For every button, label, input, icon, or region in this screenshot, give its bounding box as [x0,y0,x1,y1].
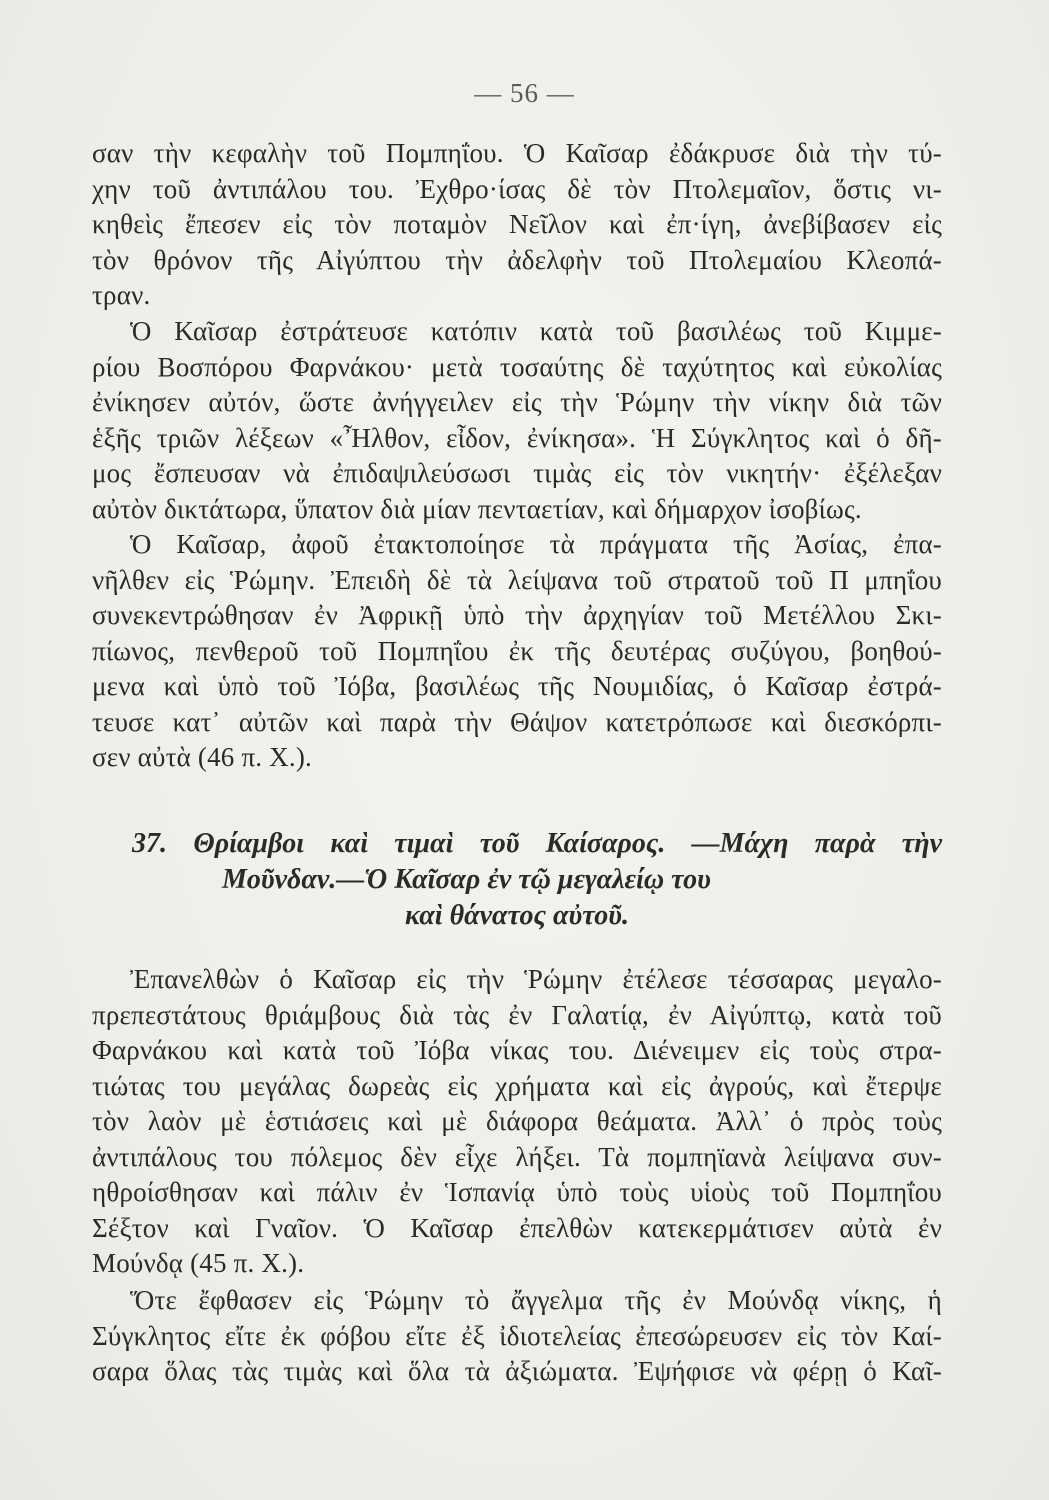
heading-line: Μοῦνδαν.—Ὁ Καῖσαρ ἐν τῷ μεγαλείῳ του [222,864,711,895]
text-line: σεν αὐτὰ (46 π. Χ.). [92,742,312,772]
heading-line: καὶ θάνατος αὐτοῦ. [405,900,629,931]
text-line: Σέξτον καὶ Γναῖον. Ὁ Καῖσαρ ἐπελθὼν κατεκερμάτισεν αὐτὰ ἐν [92,1212,942,1243]
text-line: χην τοῦ ἀντιπάλου του. Ἐχθρο·ίσας δὲ τὸν Πτολεμαῖον, ὅστις νι- [92,173,942,204]
text-line: σαρα ὅλας τὰς τιμὰς καὶ ὅλα τὰ ἀξιώματα. Ἐψήφισε νὰ φέρῃ ὁ Καῖ- [92,1356,942,1386]
text-line: τὸν θρόνον τῆς Αἰγύπτου τὴν ἀδελφὴν τοῦ Πτολεμαίου Κλεοπά- [92,244,942,275]
text-line: ἀντιπάλους του πόλεμος δὲν εἶχε λήξει. Τὰ πομπηϊανὰ λείψανα συν- [92,1141,942,1172]
text-line: Μούνδᾳ (45 π. Χ.). [92,1248,305,1278]
text-line: Ὁ Καῖσαρ, ἀφοῦ ἐτακτοποίησε τὰ πράγματα τῆς Ἀσίας, ἐπα- [130,529,942,559]
text-line: Ἐπανελθὼν ὁ Καῖσαρ εἰς τὴν Ῥώμην ἐτέλεσε τέσσαρας μεγαλο- [130,964,942,994]
text-line: μενα καὶ ὑπὸ τοῦ Ἰόβα, βασιλέως τῆς Νουμιδίας, ὁ Καῖσαρ ἐστρά- [92,671,942,701]
paragraph-5 [92,1283,942,1390]
text-line: συνεκεντρώθησαν ἐν Ἀφρικῇ ὑπὸ τὴν ἀρχηγίαν τοῦ Μετέλλου Σκι- [92,600,942,630]
section-heading [92,826,942,934]
text-line: αὐτὸν δικτάτωρα, ὕπατον διὰ μίαν πενταετίαν, καὶ δήμαρχον ἰσοβίως. [92,493,862,524]
text-line: τραν. [92,280,151,310]
text-line: πίωνος, πενθεροῦ τοῦ Πομπηΐου ἐκ τῆς δευτέρας συζύγου, βοηθού- [92,635,942,666]
text-line: πρεπεστάτους θριάμβους διὰ τὰς ἐν Γαλατίᾳ, ἐν Αἰγύπτῳ, κατὰ τοῦ [92,999,942,1030]
text-line: κηθεὶς ἔπεσεν εἰς τὸν ποταμὸν Νεῖλον καὶ ἐπ·ίγη, ἀνεβίβασεν εἰς [92,209,942,239]
paragraph-1 [92,136,942,314]
text-line: Ὁ Καῖσαρ ἐστράτευσε κατόπιν κατὰ τοῦ βασιλέως τοῦ Κιμμε- [130,316,942,346]
text-line: ἑξῆς τριῶν λέξεων «Ἦλθον, εἶδον, ἐνίκησα». Ἡ Σύγκλητος καὶ ὁ δῆ- [92,422,942,453]
page-number: — 56 — [474,78,575,108]
paragraph-3 [92,527,942,776]
text-line: ηθροίσθησαν καὶ πάλιν ἐν Ἱσπανίᾳ ὑπὸ τοὺς υἱοὺς τοῦ Πομπηΐου [92,1177,942,1207]
heading-line: 37. Θρίαμβοι καὶ τιμαὶ τοῦ Καίσαρος. —Μάχη παρὰ τὴν [132,828,942,859]
text-line: Σύγκλητος εἴτε ἐκ φόβου εἴτε ἐξ ἰδιοτελείας ἐπεσώρευσεν εἰς τὸν Καί- [92,1320,942,1351]
text-line: μος ἔσπευσαν νὰ ἐπιδαψιλεύσωσι τιμὰς εἰς τὸν νικητήν· ἐξέλεξαν [92,458,942,488]
paragraph-2 [92,314,942,527]
text-line: τευσε κατ᾽ αὐτῶν καὶ παρὰ τὴν Θάψον κατετρόπωσε καὶ διεσκόρπι- [92,706,942,737]
text-line: Ὅτε ἔφθασεν εἰς Ῥώμην τὸ ἄγγελμα τῆς ἐν Μούνδᾳ νίκης, ἡ [130,1285,942,1315]
text-line: νῆλθεν εἰς Ῥώμην. Ἐπειδὴ δὲ τὰ λείψανα τοῦ στρατοῦ τοῦ Π μπηΐου [92,564,942,595]
text-line: ρίου Βοσπόρου Φαρνάκου· μετὰ τοσαύτης δὲ ταχύτητος καὶ εὐκολίας [92,351,942,382]
text-line: ἐνίκησεν αὐτόν, ὥστε ἀνήγγειλεν εἰς τὴν Ῥώμην τὴν νίκην διὰ τῶν [92,387,942,417]
paragraph-4 [92,962,942,1282]
text-line: τὸν λαὸν μὲ ἑστιάσεις καὶ μὲ διάφορα θεάματα. Ἀλλ᾽ ὁ πρὸς τοὺς [92,1106,942,1136]
text-line: τιώτας του μεγάλας δωρεὰς εἰς χρήματα καὶ εἰς ἀγρούς, καὶ ἔτερψε [92,1070,942,1101]
text-line: Φαρνάκου καὶ κατὰ τοῦ Ἰόβα νίκας του. Διένειμεν εἰς τοὺς στρα- [92,1035,942,1065]
text-line: σαν τὴν κεφαλὴν τοῦ Πομπηΐου. Ὁ Καῖσαρ ἐδάκρυσε διὰ τὴν τύ- [92,138,942,168]
